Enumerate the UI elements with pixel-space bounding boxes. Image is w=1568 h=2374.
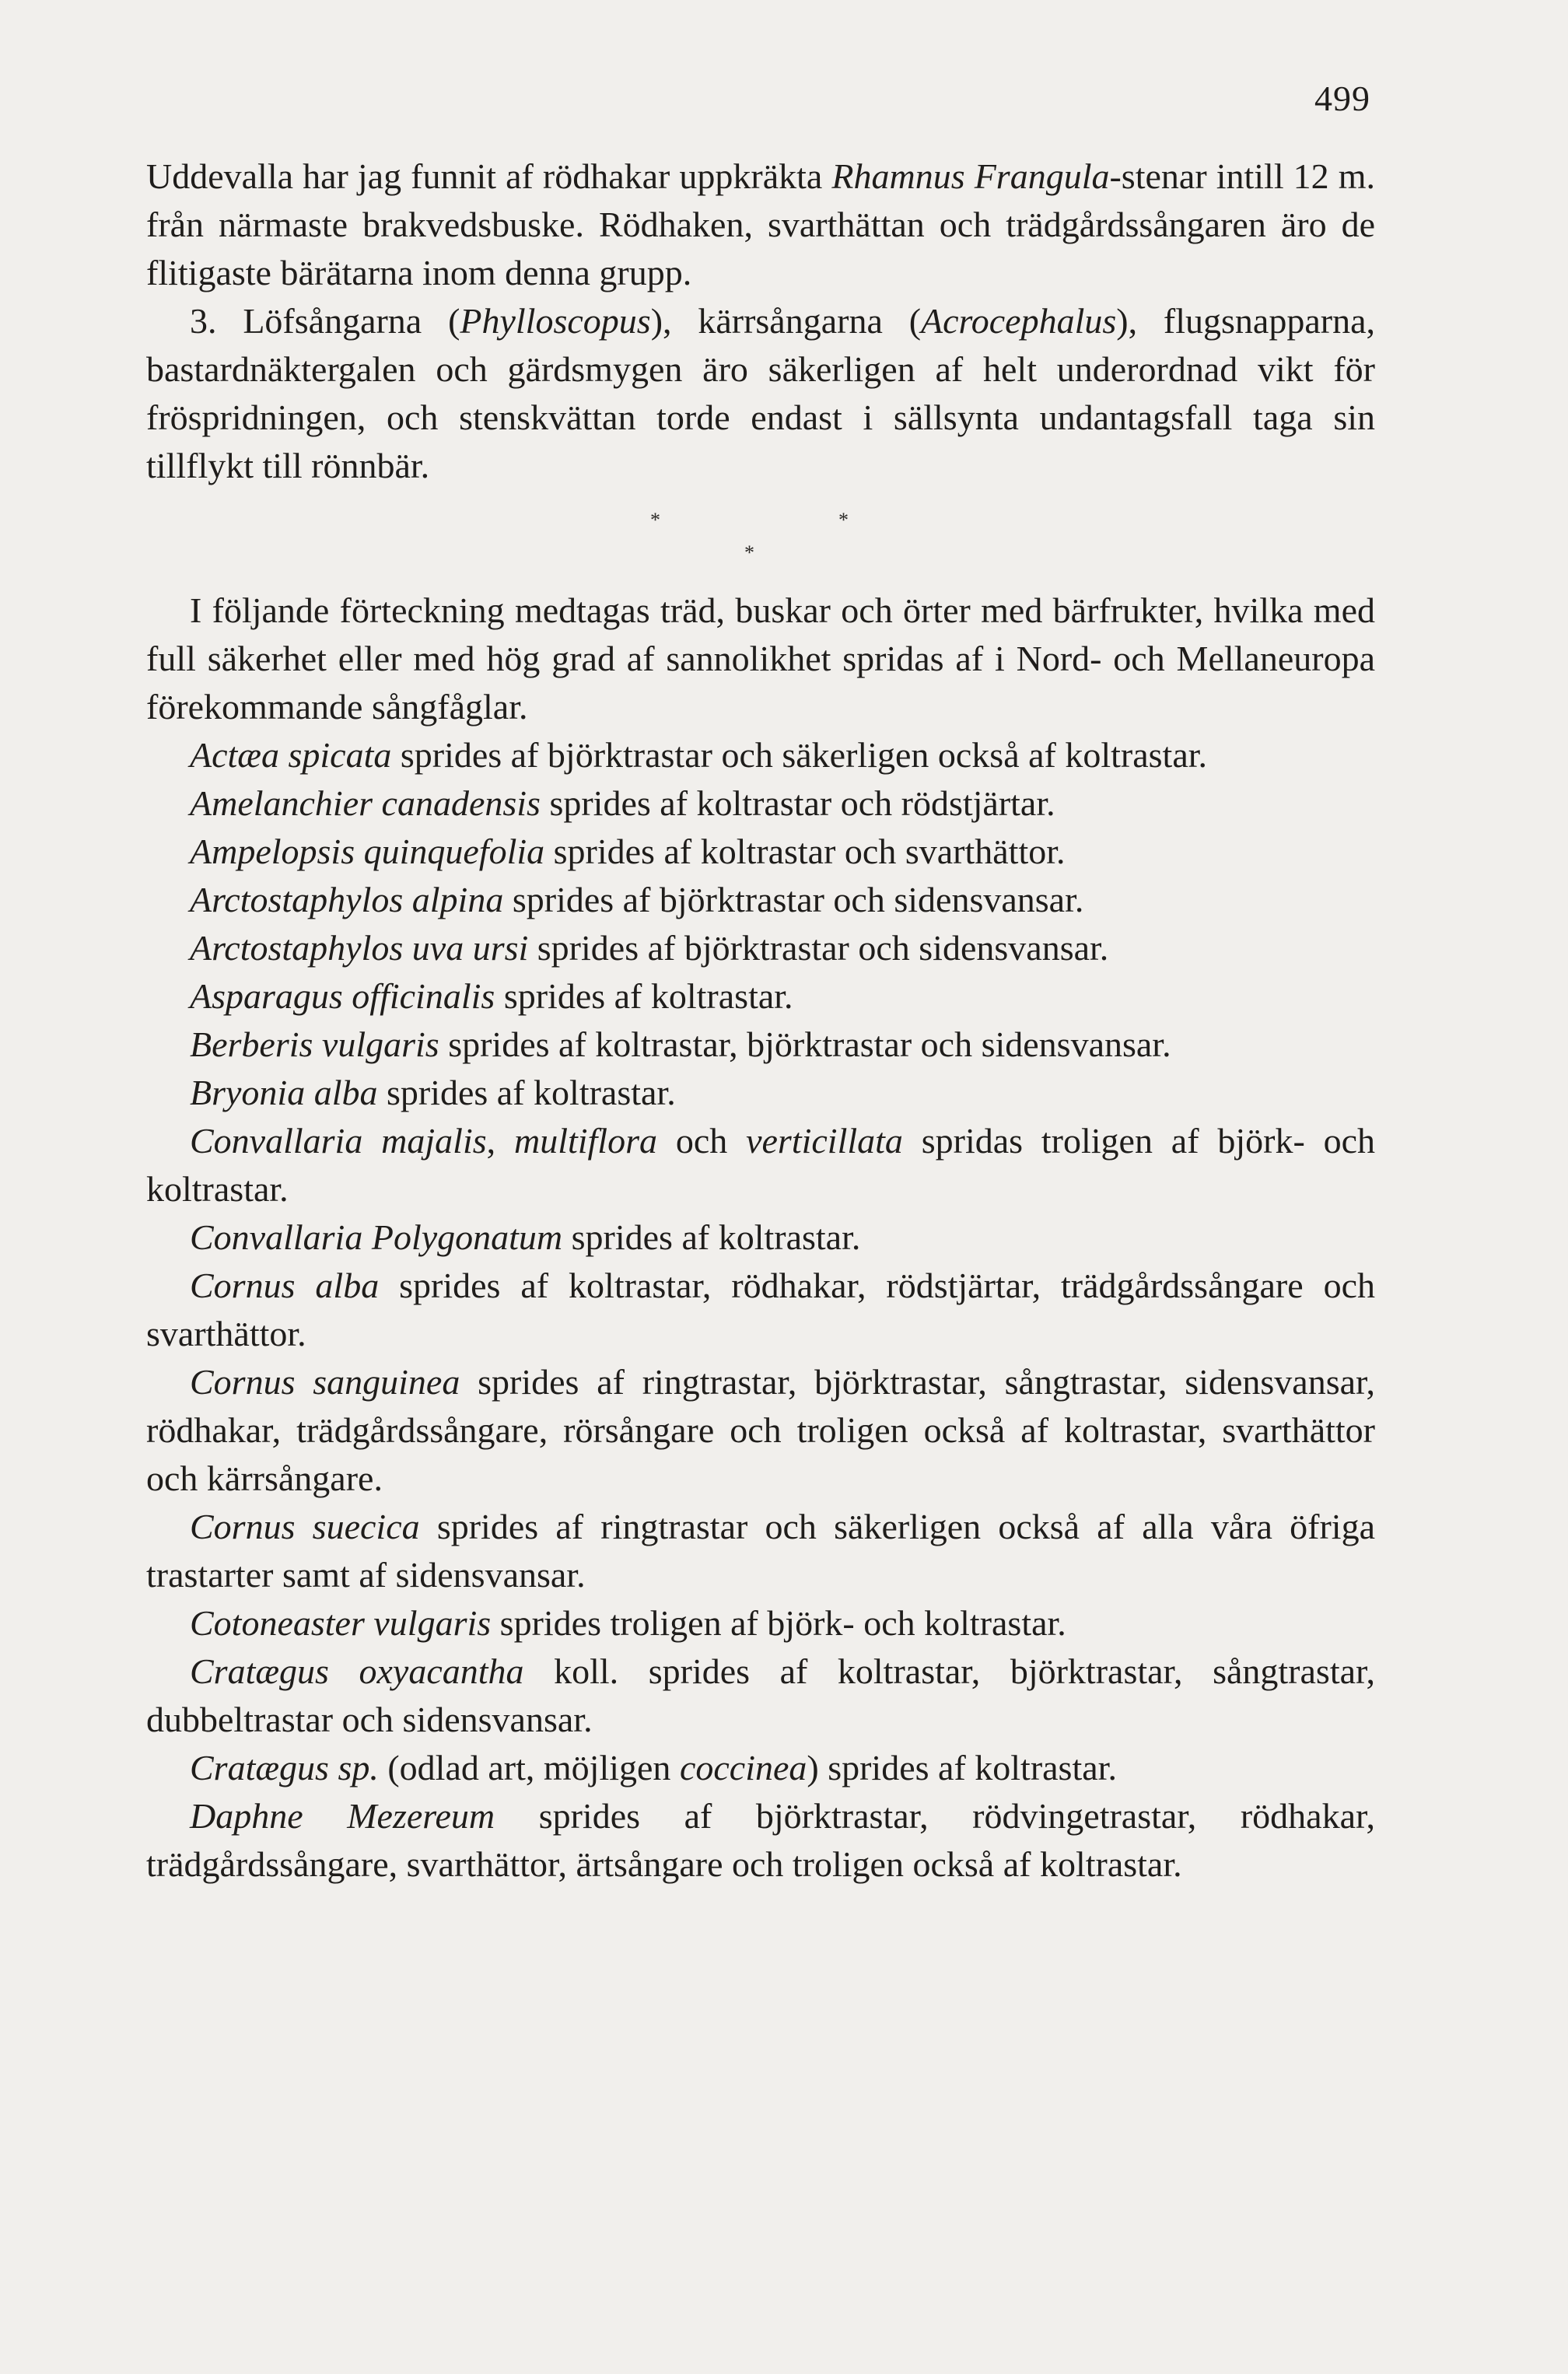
point3-text-1: 3. Löfsångarna (	[190, 301, 460, 341]
plant-list	[146, 731, 1375, 1889]
plant-name: Cornus alba	[190, 1266, 380, 1305]
asterism-star: *	[650, 509, 660, 531]
plant-description: sprides af koltrastar.	[495, 976, 793, 1016]
plant-name: Convallaria Polygonatum	[190, 1217, 563, 1257]
plant-name: Convallaria majalis	[190, 1121, 487, 1161]
plant-name: Actæa spicata	[190, 735, 392, 775]
intro-text-2: -stenar intill 12 m. från närmaste brakvedsbuske. Rödhaken, svarthättan och trädgårdssångaren äro de flitigaste bärätarna inom denna grupp.	[146, 156, 1376, 292]
genus-name: Acrocephalus	[921, 301, 1117, 341]
plant-name: multiflora	[513, 1121, 657, 1161]
plant-entry	[146, 924, 1375, 972]
plant-entry	[146, 1262, 1375, 1358]
plant-entry	[146, 1069, 1375, 1117]
plant-description: spridas troligen af björk- och koltrastar.	[146, 1121, 1376, 1209]
plant-entry	[146, 779, 1375, 828]
plant-entry	[146, 1744, 1375, 1792]
paragraph-point-3	[146, 297, 1375, 490]
listing-intro: I följande förteckning medtagas träd, buskar och örter med bärfrukter, hvilka med full säkerhet eller med hög grad af sannolikhet spridas af i Nord- och Mellaneuropa förekommande sångfåglar.	[146, 590, 1375, 727]
plant-description: ) sprides af koltrastar.	[807, 1748, 1117, 1788]
plant-name: Cornus sanguinea	[190, 1362, 460, 1402]
plant-description: sprides af koltrastar och svarthättor.	[544, 832, 1066, 871]
plant-description: sprides af koltrastar.	[562, 1217, 861, 1257]
plant-description: sprides af koltrastar, björktrastar och sidensvansar.	[439, 1024, 1171, 1064]
plant-name: Ampelopsis quinquefolia	[190, 832, 545, 871]
plant-name: Cratægus oxyacantha	[190, 1651, 524, 1691]
plant-entry	[146, 1213, 1375, 1262]
plant-name: verticillata	[746, 1121, 903, 1161]
plant-entry	[146, 828, 1375, 876]
plant-name: Asparagus officinalis	[190, 976, 495, 1016]
plant-name: Bryonia alba	[190, 1073, 378, 1112]
plant-entry	[146, 1647, 1375, 1744]
species-name: Rhamnus Frangula	[831, 156, 1110, 196]
plant-entry	[146, 1117, 1375, 1213]
plant-description: sprides af koltrastar och rödstjärtar.	[540, 783, 1055, 823]
entry-separator: ,	[486, 1121, 514, 1161]
page-number: 499	[1314, 79, 1370, 118]
plant-name: Arctostaphylos alpina	[190, 880, 504, 919]
plant-description: sprides af björktrastar och sidensvansar.	[528, 928, 1109, 968]
plant-entry	[146, 876, 1375, 924]
plant-description: sprides af björktrastar, rödvingetrastar, rödhakar, trädgårdssångare, svarthättor, ärtsångare och troligen också af koltrastar.	[146, 1796, 1375, 1884]
plant-name: Daphne Mezereum	[190, 1796, 495, 1836]
point3-text-2: ), kärrsångarna (	[650, 301, 922, 341]
plant-name: Cornus suecica	[190, 1507, 420, 1546]
plant-description: sprides af björktrastar och sidensvansar.	[503, 880, 1084, 919]
plant-description: koll. sprides af koltrastar, björktrastar, sångtrastar, dubbeltrastar och sidensvansar.	[146, 1651, 1375, 1739]
plant-entry	[146, 1503, 1375, 1599]
plant-description: sprides af ringtrastar och säkerligen också af alla våra öfriga trastarter samt af sidensvansar.	[146, 1507, 1375, 1595]
plant-description: sprides troligen af björk- och koltrastar.	[491, 1603, 1066, 1643]
plant-entry	[146, 731, 1375, 779]
plant-name: Cratægus sp.	[190, 1748, 379, 1788]
intro-continuation	[146, 152, 1375, 297]
section-separator	[146, 490, 1375, 586]
plant-entry	[146, 1021, 1375, 1069]
page-body	[146, 152, 1375, 1889]
point3-text-3: ), flugsnapparna, bastardnäktergalen och gärdsmygen äro säkerligen af helt underordnad vikt för fröspridningen, och stenskvättan torde endast i sällsynta undantagsfall taga sin tillflykt till rönnbär.	[146, 301, 1375, 485]
entry-separator: och	[657, 1121, 747, 1161]
intro-text-1: Uddevalla har jag funnit af rödhakar uppkräkta	[146, 156, 832, 196]
plant-entry	[146, 972, 1375, 1021]
genus-name: Phylloscopus	[460, 301, 651, 341]
plant-name: Berberis vulgaris	[190, 1024, 439, 1064]
plant-description: (odlad art, möjligen	[378, 1748, 680, 1788]
plant-description: sprides af ringtrastar, björktrastar, sångtrastar, sidensvansar, rödhakar, trädgårdssångare, rörsångare och troligen också af koltrastar, svarthättor och kärrsångare.	[146, 1362, 1375, 1498]
asterism-star: *	[744, 541, 754, 564]
plant-name: Cotoneaster vulgaris	[190, 1603, 492, 1643]
plant-description: sprides af koltrastar.	[377, 1073, 676, 1112]
plant-description: sprides af koltrastar, rödhakar, rödstjärtar, trädgårdssångare och svarthättor.	[146, 1266, 1375, 1353]
plant-name: Amelanchier canadensis	[190, 783, 541, 823]
asterism-star: *	[838, 509, 849, 531]
plant-entry	[146, 1358, 1375, 1503]
plant-entry	[146, 1792, 1375, 1889]
plant-description: sprides af björktrastar och säkerligen också af koltrastar.	[391, 735, 1208, 775]
plant-name: coccinea	[679, 1748, 807, 1788]
plant-entry	[146, 1599, 1375, 1647]
plant-name: Arctostaphylos uva ursi	[190, 928, 529, 968]
